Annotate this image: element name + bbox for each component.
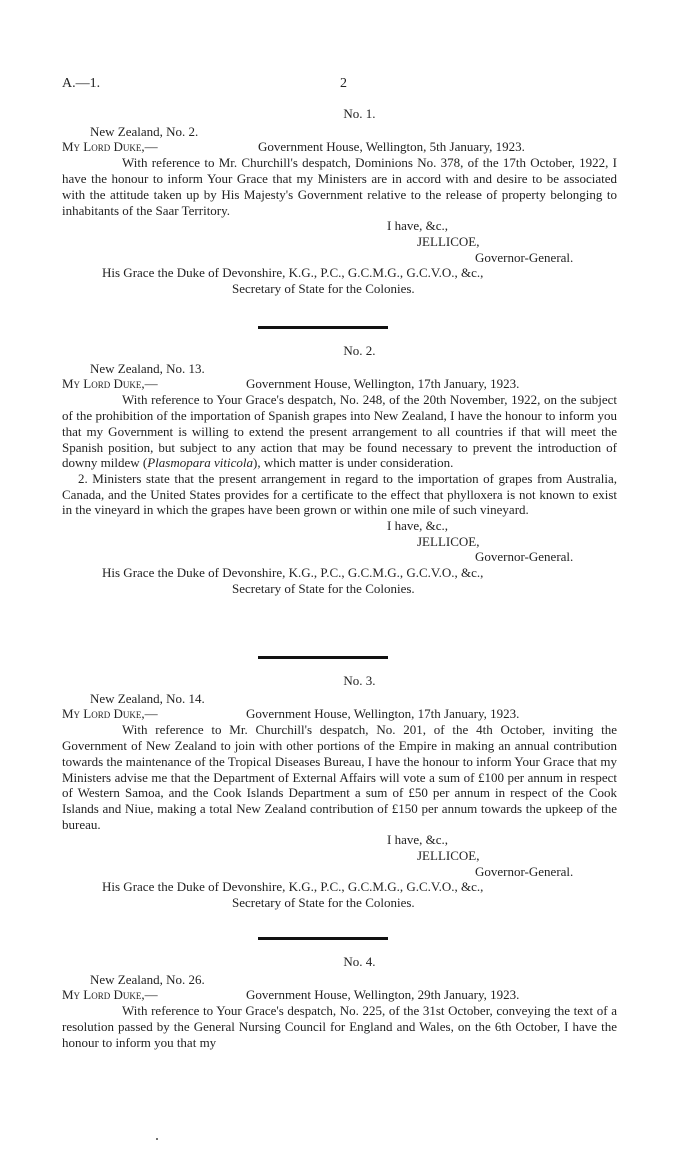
document-reference: A.—1. (62, 76, 101, 91)
paragraph-text: ), which matter is under consideration. (253, 455, 454, 471)
place-date: Government House, Wellington, 5th January, 1923. (258, 139, 525, 155)
place-date: Government House, Wellington, 29th January, 1923. (246, 987, 520, 1003)
signer: JELLICOE, (417, 233, 480, 249)
letter-paragraph: With reference to Your Grace's despatch, No. 225, of the 31st October, conveying the text of a resolution passed by the General Nursing Council for England and Wales, on the 6th October, I have the honour to inform you that my (62, 1003, 617, 1050)
letter-number: No. 3. (343, 673, 376, 688)
signer-title: Governor-General. (475, 863, 574, 879)
letter-4 (62, 954, 617, 1051)
signer: JELLICOE, (417, 848, 480, 864)
addressee-office: Secretary of State for the Colonies. (232, 580, 415, 596)
signer-title: Governor-General. (475, 549, 574, 565)
nz-reference: New Zealand, No. 14. (90, 690, 205, 706)
section-divider (258, 937, 388, 940)
addressee-office: Secretary of State for the Colonies. (232, 281, 415, 297)
nz-reference: New Zealand, No. 2. (90, 123, 199, 139)
signature-block (387, 832, 617, 879)
letter-number: No. 4. (343, 954, 376, 969)
salutation: My Lord Duke,— (62, 987, 158, 1003)
salutation: My Lord Duke,— (62, 139, 158, 155)
signature-block (387, 218, 617, 265)
addressee: His Grace the Duke of Devonshire, K.G., P.C., G.C.M.G., G.C.V.O., &c., (102, 879, 484, 895)
letter-number: No. 1. (343, 106, 376, 121)
nz-reference: New Zealand, No. 26. (90, 971, 205, 987)
signer-title: Governor-General. (475, 249, 574, 265)
letter-paragraph: With reference to Mr. Churchill's despatch, No. 201, of the 4th October, inviting the Government of New Zealand to join with other portions of the Empire in making an annual contribution towards the maintenance of the Tropical Diseases Bureau, I have the honour to inform Your Grace that my Ministers advise me that the Department of External Affairs will vote a sum of £100 per annum in respect of Western Samoa, and the Cook Islands Department a sum of £50 per annum in respect of the Cook Islands and Niue, making a total New Zealand contribution of £150 per annum towards the upkeep of the bureau. (62, 722, 617, 832)
salutation: My Lord Duke,— (62, 376, 158, 392)
addressee-office: Secretary of State for the Colonies. (232, 895, 415, 911)
closing: I have, &c., (387, 218, 449, 234)
signer: JELLICOE, (417, 533, 480, 549)
letter-2 (62, 343, 617, 597)
letter-paragraph: With reference to Mr. Churchill's despatch, Dominions No. 378, of the 17th October, 1922, I have the honour to inform Your Grace that my Ministers are in accord with and desire to be associated with the attitude taken up by His Majesty's Government relative to the release of property belonging to inhabitants of the Saar Territory. (62, 155, 617, 218)
place-date: Government House, Wellington, 17th January, 1923. (246, 706, 520, 722)
addressee: His Grace the Duke of Devonshire, K.G., P.C., G.C.M.G., G.C.V.O., &c., (102, 265, 484, 281)
paragraph-text: With reference to Your Grace's despatch, No. 248, of the 20th November, 1922, on the subject of the prohibition of the importation of Spanish grapes into New Zealand, I have the honour to inform you that my Government is willing to extend the present arrangement to all countries if that will meet the Spanish position, but subject to any action that may be found necessary to prevent the introduction of downy mildew ( (62, 392, 617, 471)
nz-reference: New Zealand, No. 13. (90, 360, 205, 376)
letter-3 (62, 673, 617, 911)
closing: I have, &c., (387, 832, 449, 848)
signature-block (387, 518, 617, 565)
salutation: My Lord Duke,— (62, 706, 158, 722)
section-divider (258, 656, 388, 659)
letter-1 (62, 106, 617, 297)
place-date: Government House, Wellington, 17th January, 1923. (246, 376, 520, 392)
letter-paragraph-2: 2. Ministers state that the present arrangement in regard to the importation of grapes from Australia, Canada, and the United States provides for a certificate to the effect that phylloxera is not known to exist in the vineyard in which the grapes have been grown or within one mile of such vineyard. (62, 470, 617, 518)
letter-number: No. 2. (343, 343, 376, 358)
page-number: 2 (340, 76, 347, 91)
letter-paragraph (62, 392, 617, 471)
addressee: His Grace the Duke of Devonshire, K.G., P.C., G.C.M.G., G.C.V.O., &c., (102, 565, 484, 581)
closing: I have, &c., (387, 518, 449, 534)
section-divider (258, 326, 388, 329)
species-name: Plasmopara viticola (147, 455, 254, 471)
scan-speck (156, 1138, 158, 1140)
